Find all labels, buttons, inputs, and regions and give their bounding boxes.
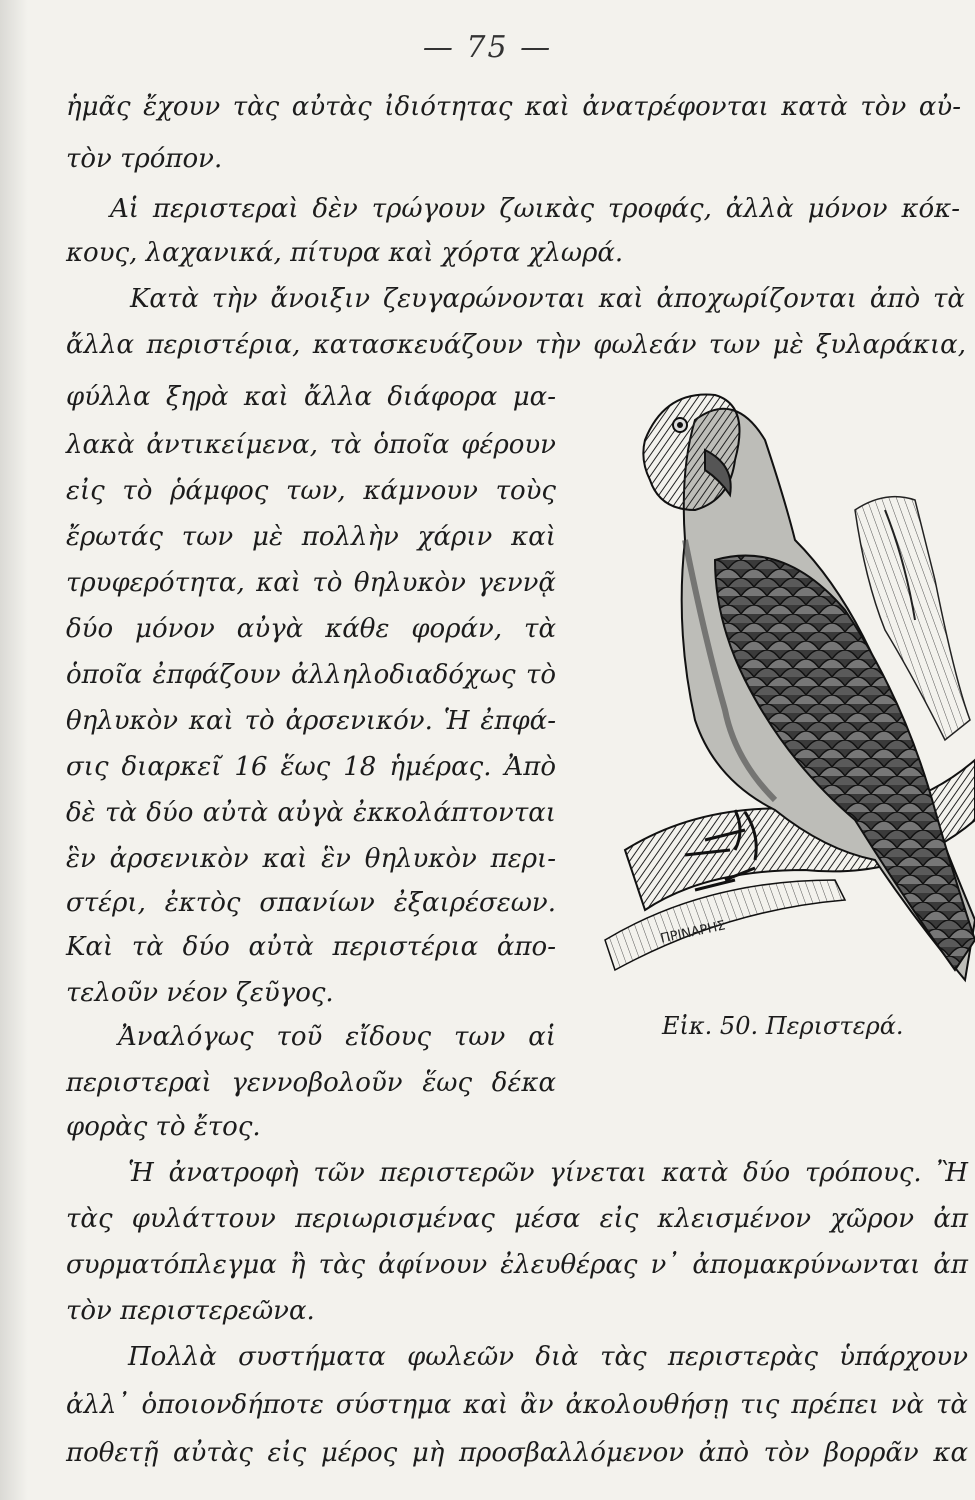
text-line: στέρι, ἐκτὸς σπανίων ἐξαιρέσεων. bbox=[66, 888, 556, 918]
text-line: Καὶ τὰ δύο αὐτὰ περιστέρια ἀπο- bbox=[66, 932, 556, 962]
text-line: θηλυκὸν καὶ τὸ ἀρσενικόν. Ἡ ἐπφά- bbox=[66, 706, 556, 736]
text-line: κους, λαχανικά, πίτυρα καὶ χόρτα χλωρά. bbox=[66, 238, 624, 268]
text-line: φύλλα ξηρὰ καὶ ἄλλα διάφορα μα- bbox=[66, 382, 556, 412]
text-line: δὲ τὰ δύο αὐτὰ αὐγὰ ἐκκολάπτονται bbox=[66, 798, 556, 828]
text-line: ἄλλα περιστέρια, κατασκευάζουν τὴν φωλεάν των μὲ ξυλαράκια, bbox=[66, 330, 966, 360]
text-line: ἓν ἀρσενικὸν καὶ ἓν θηλυκὸν περι- bbox=[66, 844, 556, 874]
text-line: τρυφερότητα, καὶ τὸ θηλυκὸν γεννᾷ bbox=[66, 568, 556, 598]
text-line: φορὰς τὸ ἔτος. bbox=[66, 1112, 261, 1142]
text-line: Ἡ ἀνατροφὴ τῶν περιστερῶν γίνεται κατὰ δύο τρόπους. Ἢ bbox=[128, 1158, 968, 1188]
text-line: συρματόπλεγμα ἢ τὰς ἀφίνουν ἐλευθέρας ν᾽ ἀπομακρύνωνται ἀπ bbox=[66, 1250, 968, 1280]
text-line: Κατὰ τὴν ἄνοιξιν ζευγαρώνονται καὶ ἀποχωρίζονται ἀπὸ τὰ bbox=[130, 284, 965, 314]
text-line: εἰς τὸ ῥάμφος των, κάμνουν τοὺς bbox=[66, 476, 556, 506]
binding-shadow bbox=[0, 0, 28, 1500]
text-line: Αἱ περιστεραὶ δὲν τρώγουν ζωικὰς τροφάς, ἀλλὰ μόνον κόκ- bbox=[110, 194, 960, 224]
text-line: δύο μόνον αὐγὰ κάθε φοράν, τὰ bbox=[66, 614, 556, 644]
text-line: ἔρωτάς των μὲ πολλὴν χάριν καὶ bbox=[66, 522, 556, 552]
text-line: τὰς φυλάττουν περιωρισμένας μέσα εἰς κλεισμένον χῶρον ἀπ bbox=[66, 1204, 968, 1234]
text-line: ὁποῖα ἐπφάζουν ἀλληλοδιαδόχως τὸ bbox=[66, 660, 556, 690]
text-line: ἡμᾶς ἔχουν τὰς αὐτὰς ἰδιότητας καὶ ἀνατρέφονται κατὰ τὸν αὐ- bbox=[66, 92, 961, 122]
text-line: λακὰ ἀντικείμενα, τὰ ὁποῖα φέρουν bbox=[66, 430, 556, 460]
text-line: περιστεραὶ γεννοβολοῦν ἕως δέκα bbox=[66, 1068, 556, 1098]
text-line: Ἀναλόγως τοῦ εἴδους των αἱ bbox=[118, 1022, 556, 1052]
engraver-signature: ΠΡΙΝΑΡΗΣ bbox=[659, 918, 727, 947]
text-line: τελοῦν νέον ζεῦγος. bbox=[66, 978, 334, 1008]
text-line: τὸν περιστερεῶνα. bbox=[66, 1296, 315, 1326]
figure-caption: Εἰκ. 50. Περιστερά. bbox=[662, 1012, 904, 1040]
text-line: σις διαρκεῖ 16 ἕως 18 ἡμέρας. Ἀπὸ bbox=[66, 752, 556, 782]
pigeon-illustration bbox=[585, 380, 975, 1000]
text-line: ποθετῇ αὐτὰς εἰς μέρος μὴ προσβαλλόμενον ἀπὸ τὸν βορρᾶν κα bbox=[66, 1438, 968, 1468]
text-line: τὸν τρόπον. bbox=[66, 144, 223, 174]
page-number: — 75 — bbox=[422, 30, 553, 65]
text-line: ἀλλ᾽ ὁποιονδήποτε σύστημα καὶ ἂν ἀκολουθήσῃ τις πρέπει νὰ τὰ bbox=[66, 1390, 968, 1420]
text-line: Πολλὰ συστήματα φωλεῶν διὰ τὰς περιστερὰς ὑπάρχουν bbox=[128, 1342, 968, 1372]
